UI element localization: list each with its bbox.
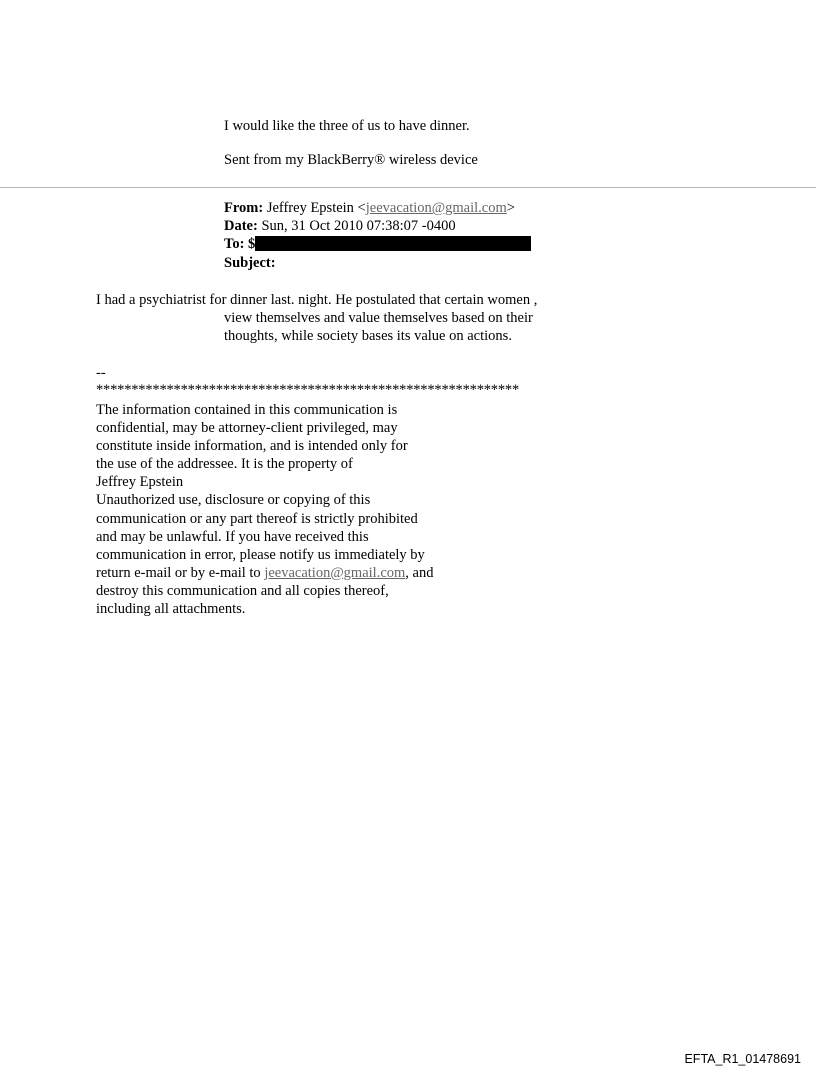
notice-line: Unauthorized use, disclosure or copying of this <box>96 492 371 509</box>
return-prefix: return e-mail or by e-mail to <box>96 564 265 581</box>
date-value: Sun, 31 Oct 2010 07:38:07 -0400 <box>261 218 456 234</box>
notice-line: constitute inside information, and is intended only for <box>96 438 408 455</box>
from-close: > <box>506 200 515 216</box>
to-label: To: <box>224 236 245 252</box>
date-label: Date: <box>224 218 258 234</box>
from-label: From: <box>224 200 264 216</box>
body-line: I had a psychiatrist for dinner last. night. He postulated that certain women , <box>96 292 538 308</box>
subject-label: Subject: <box>224 255 276 271</box>
document-id: EFTA_R1_01478691 <box>684 1052 801 1066</box>
notice-line: communication in error, please notify us immediately by <box>96 546 425 563</box>
notice-line: The information contained in this communication is <box>96 402 398 418</box>
reply-signature: Sent from my BlackBerry® wireless device <box>224 152 478 168</box>
to-partial: $ <box>248 236 256 252</box>
notice-line-email <box>96 564 433 582</box>
redaction-bar <box>255 236 531 251</box>
reply-body: I would like the three of us to have dinner. <box>224 118 470 134</box>
notice-line: the use of the addressee. It is the property of <box>96 456 353 473</box>
header-to <box>224 235 531 253</box>
divider <box>0 187 816 188</box>
notice-line: and may be unlawful. If you have received this <box>96 528 369 545</box>
sig-dash: -- <box>96 365 106 381</box>
header-subject <box>224 254 276 272</box>
return-suffix: , and <box>405 564 434 581</box>
notice-line: confidential, may be attorney-client privileged, may <box>96 420 398 437</box>
star-separator: ************************************************************ <box>96 382 520 398</box>
body-line: view themselves and value themselves based on their <box>224 310 533 326</box>
notice-line: Jeffrey Epstein <box>96 474 184 491</box>
confidentiality-notice <box>96 401 433 618</box>
header-from <box>224 199 515 217</box>
notice-line: communication or any part thereof is strictly prohibited <box>96 510 418 527</box>
body-line: thoughts, while society bases its value on actions. <box>224 328 512 344</box>
from-name: Jeffrey Epstein < <box>266 200 366 216</box>
header-date <box>224 217 456 235</box>
notice-line: destroy this communication and all copies thereof, <box>96 582 389 599</box>
from-email-link[interactable]: jeevacation@gmail.com <box>365 200 507 216</box>
footer-email-link[interactable]: jeevacation@gmail.com <box>264 564 406 581</box>
message-body <box>96 291 537 345</box>
notice-line: including all attachments. <box>96 601 246 618</box>
